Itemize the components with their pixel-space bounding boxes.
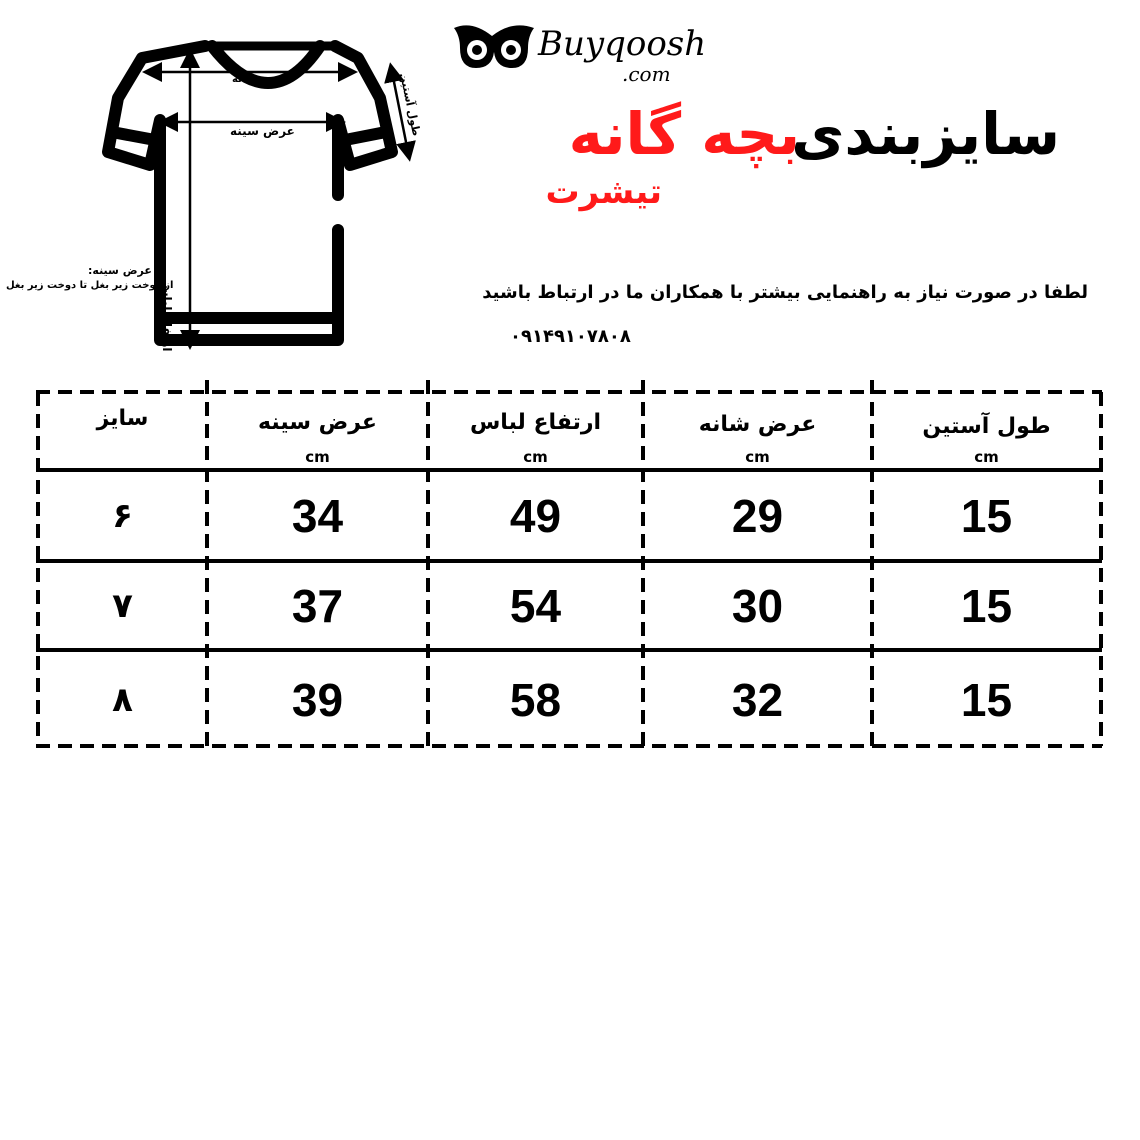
chest-note-body: از دوخت زیر بغل تا دوخت زیر بغل [6, 280, 174, 291]
header-chest-unit: cm [305, 448, 330, 466]
header-size: سایز [96, 405, 149, 431]
table-cell-height: 49 [509, 490, 562, 542]
header-height: ارتفاع لباس [469, 409, 602, 435]
table-cell-sleeve: 15 [960, 490, 1013, 542]
diagram-chest-label: عرض سینه [230, 124, 295, 138]
header-chest: عرض سینه [258, 409, 377, 435]
phone-number: ۰۹۱۴۹۱۰۷۸۰۸ [510, 326, 631, 347]
diagram-sleeve-label: طول آستین [397, 71, 424, 138]
table-cell-height: 58 [509, 674, 562, 726]
table-cell-chest: 37 [291, 580, 344, 632]
page-subtitle: تیشرت [545, 172, 662, 212]
page-title-accent: بچه گانه [568, 100, 800, 168]
brand-tld: .com [622, 62, 671, 86]
diagram-height-label: ارتفاع لباس [160, 280, 174, 352]
table-cell-size: ۸ [112, 680, 133, 720]
table-cell-sleeve: 15 [960, 580, 1013, 632]
chest-note-title: عرض سینه: [88, 264, 152, 277]
table-cell-sleeve: 15 [960, 674, 1013, 726]
table-cell-chest: 39 [291, 674, 344, 726]
table-cell-size: ۶ [112, 496, 133, 536]
brand-name: Buyqoosh [538, 24, 707, 64]
table-cell-chest: 34 [291, 490, 344, 542]
page-title: سایزبندی [791, 100, 1060, 168]
table-cell-height: 54 [509, 580, 562, 632]
table-cell-size: ۷ [112, 586, 133, 626]
header-sleeve-unit: cm [974, 448, 999, 466]
table-cell-shoulder: 30 [731, 580, 784, 632]
header-height-unit: cm [523, 448, 548, 466]
header-shoulder: عرض شانه [698, 411, 817, 437]
table-cell-shoulder: 29 [731, 490, 784, 542]
header-sleeve: طول آستین [922, 413, 1051, 439]
table-cell-shoulder: 32 [731, 674, 784, 726]
header-shoulder-unit: cm [745, 448, 770, 466]
contact-note: لطفا در صورت نیاز به راهنمایی بیشتر با همکاران ما در ارتباط باشید [482, 282, 1088, 303]
diagram-shoulder-label: عرض شانه [232, 74, 286, 85]
